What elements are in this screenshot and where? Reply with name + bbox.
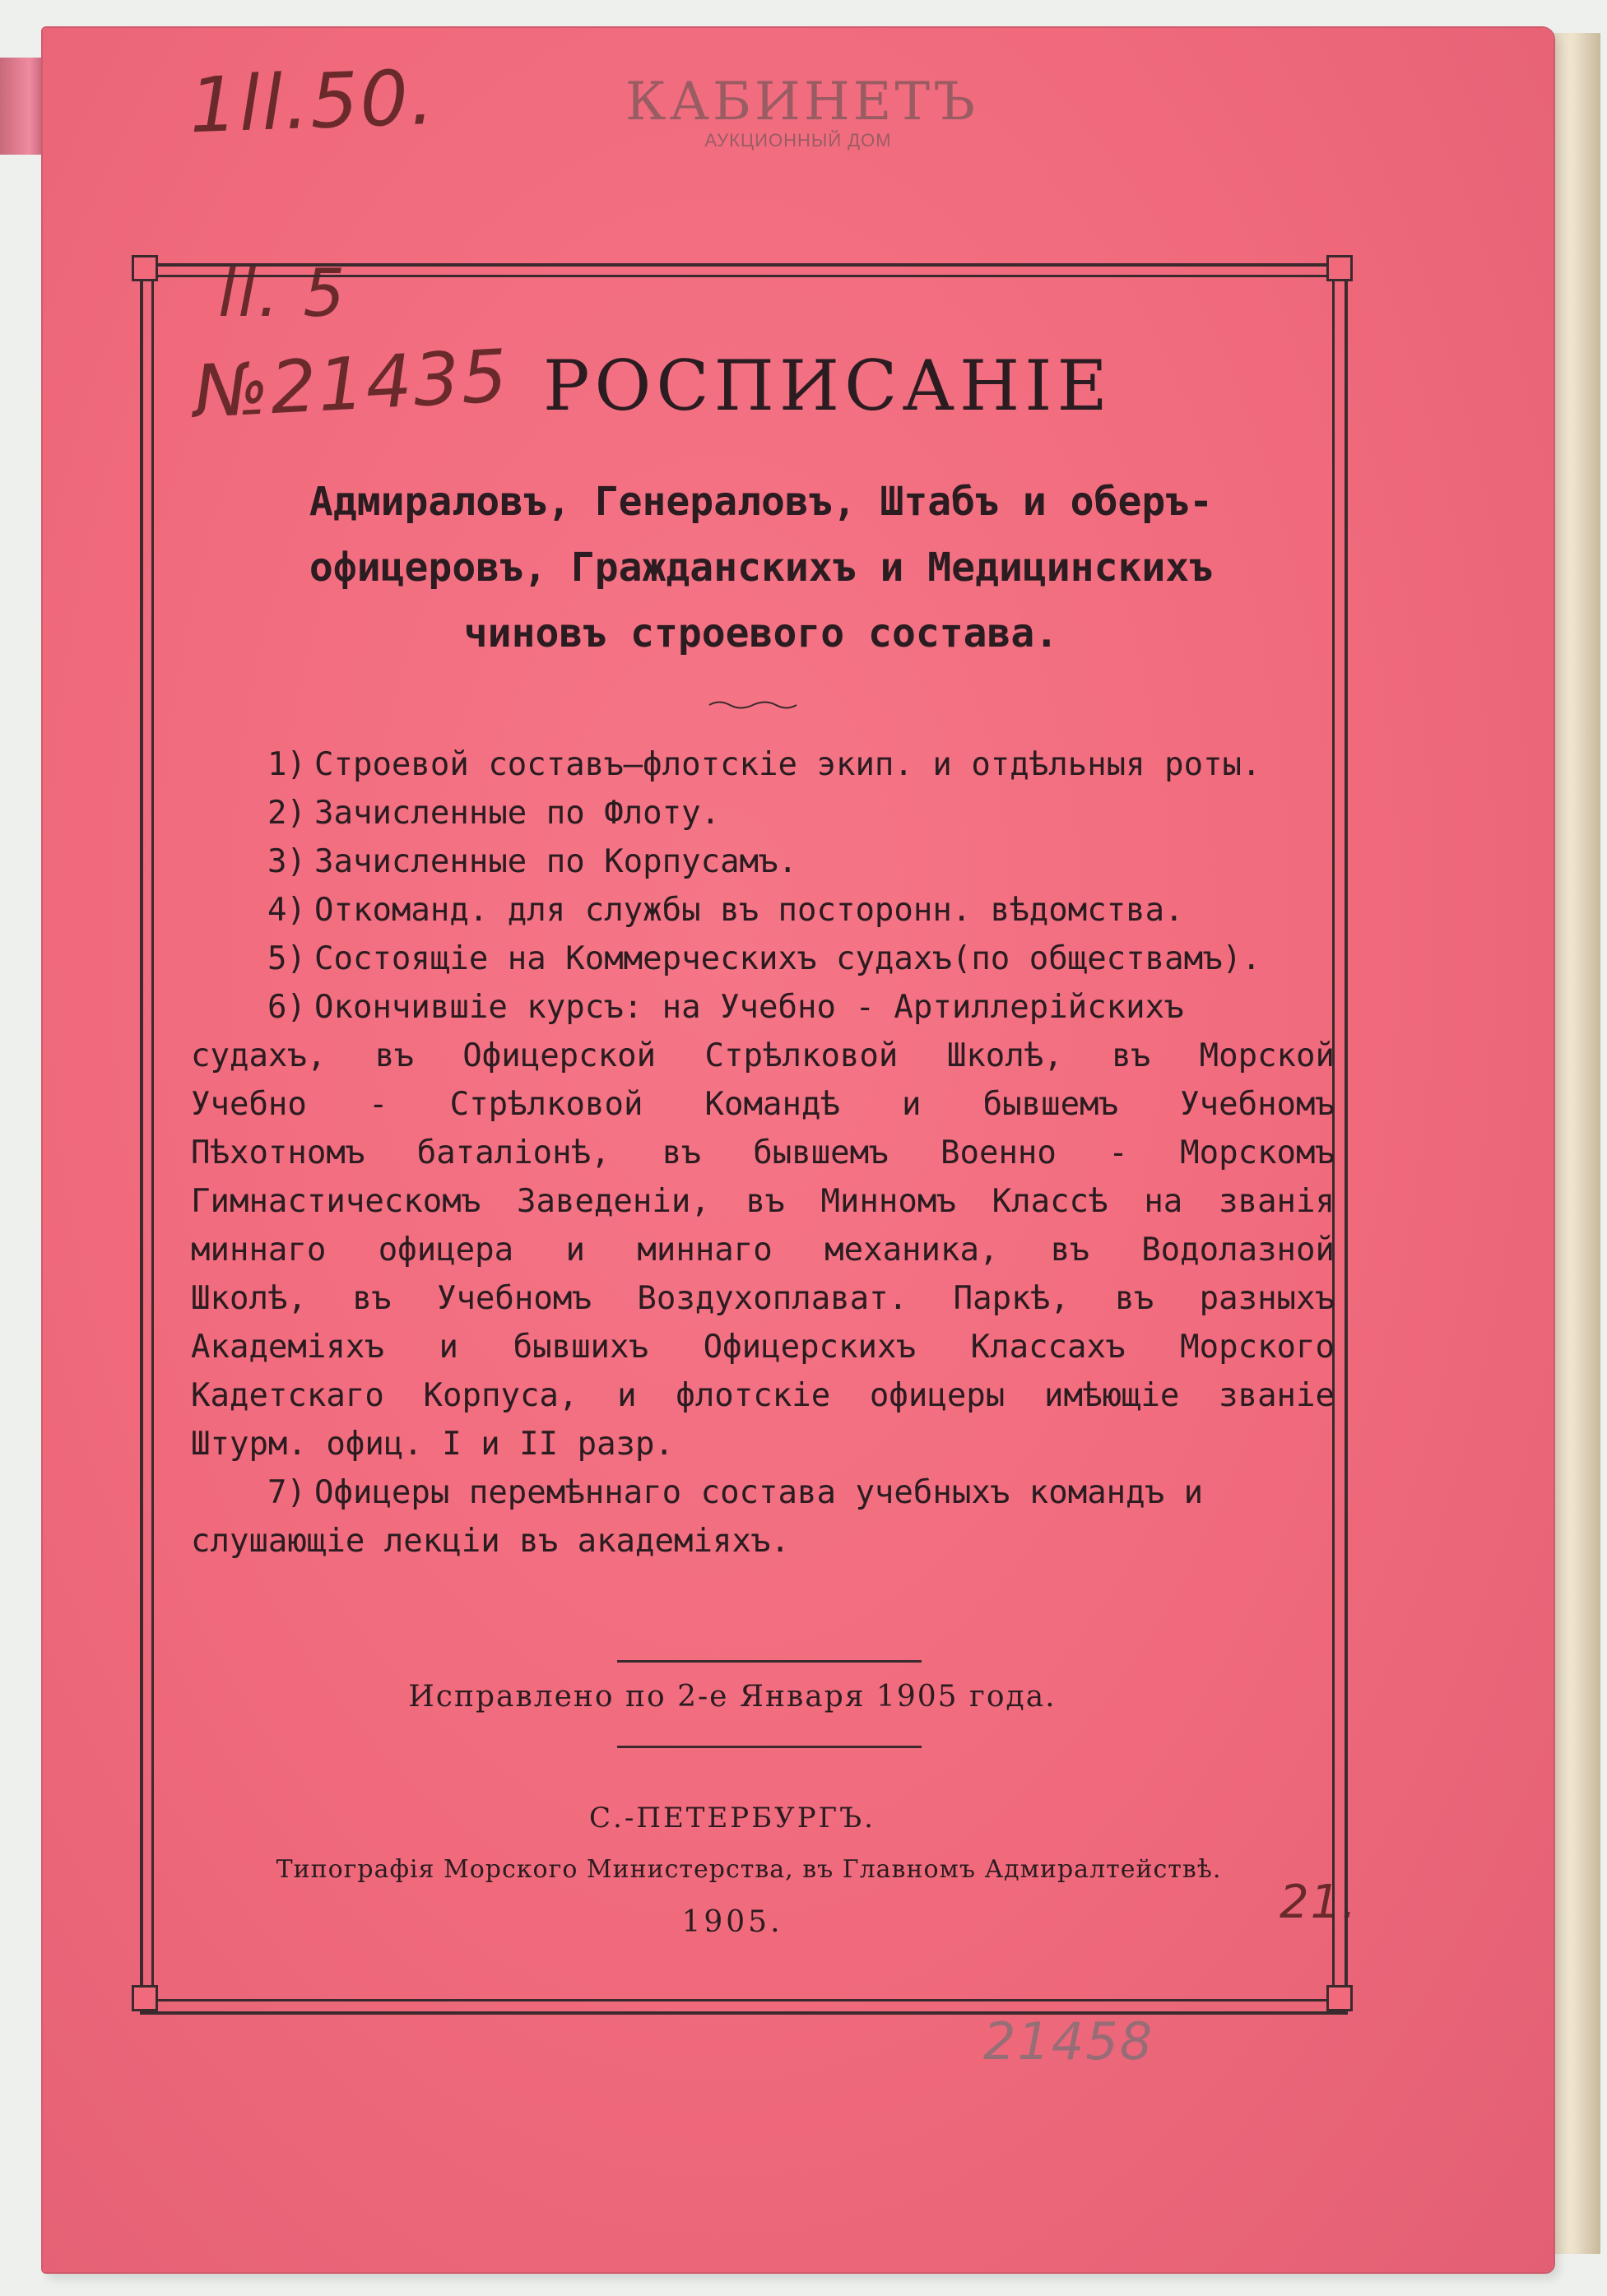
corrected-date-line: Исправлено по 2-е Января 1905 года. — [408, 1680, 1057, 1714]
item-text: Окончившіе курсъ: на Учебно - Артиллерійскихъ — [314, 989, 1184, 1026]
watermark-subtitle: АУКЦИОННЫЙ ДОМ — [704, 130, 892, 151]
item-text: Строевой составъ—флотскіе экип. и отдѣльныя роты. — [314, 746, 1261, 783]
item-number: 1) — [267, 746, 306, 783]
subtitle-line: Адмираловъ, Генераловъ, Штабъ и оберъ- — [309, 479, 1214, 525]
bookmark-ribbon — [0, 58, 49, 155]
item-text-continued: Школѣ, въ Учебномъ Воздухоплават. Паркѣ, въ разныхъ — [191, 1280, 1335, 1317]
item-number: 5) — [267, 940, 306, 977]
contents-list — [191, 740, 1335, 1565]
item-text-continued: Штурм. офиц. I и II разр. — [191, 1426, 674, 1463]
list-item — [191, 740, 1335, 789]
item-text-continued: судахъ, въ Офицерской Стрѣлковой Школѣ, въ Морской — [191, 1037, 1335, 1074]
list-item — [191, 837, 1335, 886]
item-text: Зачисленные по Корпусамъ. — [314, 843, 797, 880]
list-item — [191, 789, 1335, 837]
list-item — [191, 935, 1335, 983]
item-text: Зачисленные по Флоту. — [314, 795, 721, 832]
item-text-continued: Учебно - Стрѣлковой Командѣ и бывшемъ Учебномъ — [191, 1086, 1335, 1123]
imprint-year: 1905. — [681, 1905, 783, 1939]
handwritten-bottom-number: 21458 — [983, 2011, 1154, 2071]
handwritten-shelfmark: 1ll.50. — [188, 53, 437, 151]
item-text: Откоманд. для службы въ посторонн. вѣдомства. — [314, 892, 1184, 929]
item-number: 4) — [267, 892, 306, 929]
frame-corner — [132, 255, 158, 281]
frame-corner — [132, 1985, 158, 2011]
item-text-continued: Пѣхотномъ баталіонѣ, въ бывшемъ Военно - Морскомъ — [191, 1134, 1335, 1171]
item-number: 7) — [267, 1474, 306, 1511]
imprint-city: С.-ПЕТЕРБУРГЪ. — [589, 1802, 875, 1834]
handwritten-inventory-number: №21435 — [191, 333, 511, 434]
imprint-printer: Типографія Морского Министерства, въ Главномъ Адмиралтействѣ. — [276, 1855, 1222, 1884]
watermark-name: КАБИНЕТЪ — [625, 72, 978, 132]
list-item — [191, 1468, 1335, 1517]
item-text-continued: Гимнастическомъ Заведеніи, въ Минномъ Классѣ на званія — [191, 1183, 1335, 1220]
rule-bottom — [617, 1746, 922, 1748]
item-number: 6) — [267, 989, 306, 1026]
item-text: Офицеры перемѣннаго состава учебныхъ командъ и — [314, 1474, 1204, 1511]
handwritten-number: ll. 5 — [218, 255, 347, 332]
page-title: РОСПИСАНІЕ — [543, 346, 1112, 426]
subtitle-line: офицеровъ, Гражданскихъ и Медицинскихъ — [309, 545, 1214, 591]
ornament-divider — [708, 699, 798, 711]
item-text-continued: Академіяхъ и бывшихъ Офицерскихъ Классахъ Морского — [191, 1329, 1335, 1366]
list-item — [191, 983, 1335, 1032]
rule-top — [617, 1660, 922, 1663]
item-text-continued: Кадетскаго Корпуса, и флотскіе офицеры имѣющіе званіе — [191, 1377, 1335, 1414]
auction-watermark-logo — [625, 72, 978, 151]
item-text-continued: слушающіе лекціи въ академіяхъ. — [191, 1523, 790, 1560]
subtitle — [206, 469, 1317, 666]
item-text-continued: миннаго офицера и миннаго механика, въ Водолазной — [191, 1231, 1335, 1269]
frame-corner — [1326, 255, 1353, 281]
item-number: 2) — [267, 795, 306, 832]
subtitle-line: чиновъ строевого состава. — [463, 610, 1059, 656]
frame-corner — [1326, 1985, 1353, 2011]
handwritten-margin-note: 21. — [1280, 1876, 1359, 1929]
item-number: 3) — [267, 843, 306, 880]
item-text: Состоящіе на Коммерческихъ судахъ(по обществамъ). — [314, 940, 1261, 977]
list-item — [191, 886, 1335, 935]
